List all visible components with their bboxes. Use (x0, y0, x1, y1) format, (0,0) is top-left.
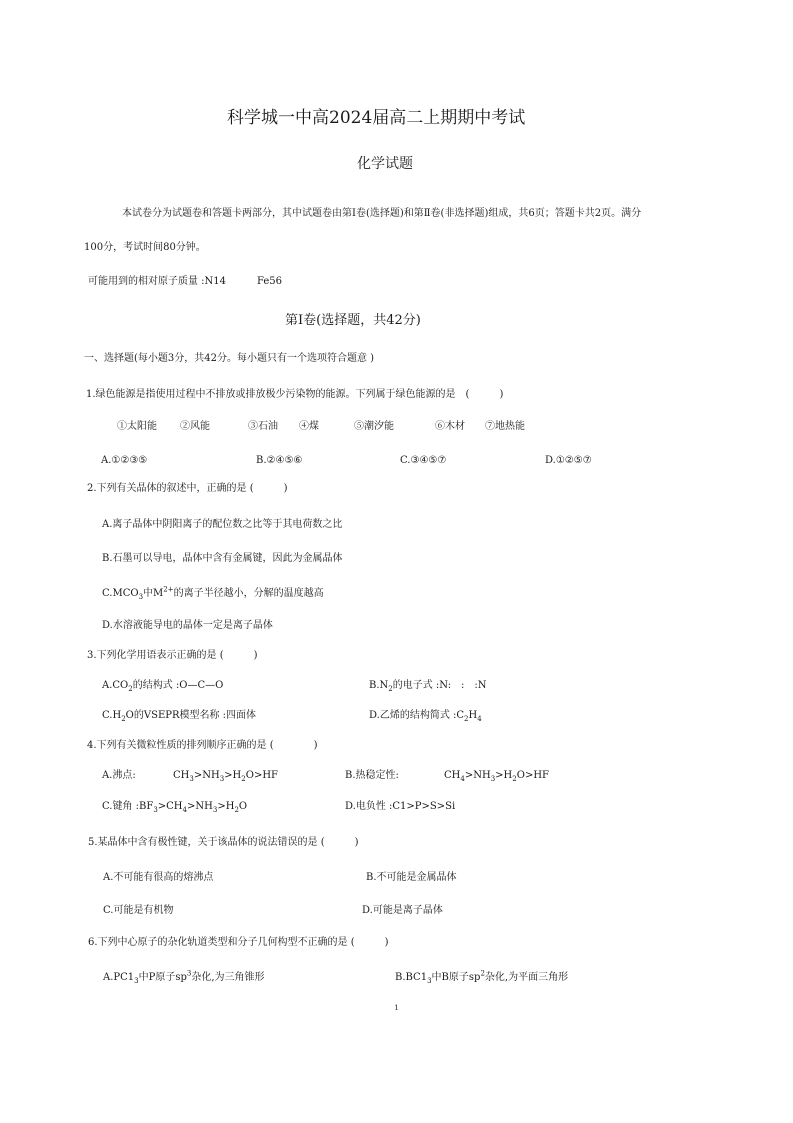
q5-option-b: B.不可能是金属晶体 (366, 872, 457, 883)
q3-option-a: $A.CO_2$的结构式 :O—C—O (102, 680, 224, 693)
atomic-mass-fe: Fe56 (257, 276, 283, 287)
exam-title: 科学城一中高2024届高二上期期中考试 (227, 108, 526, 128)
q4-option-c: C.键角 $:BF_3>CH_4>NH_3>H_2O$ (102, 801, 248, 814)
question-6-stem: 6.下列中心原子的杂化轨道类型和分子几何构型不正确的是 ( ) (88, 937, 389, 948)
q1-item-3: ③石油 (248, 421, 278, 432)
q2-option-b: B.石墨可以导电，晶体中含有金属键，因此为金属晶体 (102, 553, 343, 564)
q2-option-d: D.水溶液能导电的晶体一定是离子晶体 (102, 620, 273, 631)
q2-option-c: $C.MCO_3$中$M^{2+}$的离子半径越小，分解的温度越高 (102, 585, 324, 601)
atomic-mass-label: 可能用到的相对原子质量 :N14 (88, 276, 227, 287)
q1-item-1: ①太阳能 (117, 421, 157, 432)
q3-option-b: $B.N_2$的电子式 :N: : :N (369, 680, 487, 693)
q6-option-b: $B.BC1_3$中B原子$sp^2$杂化,为平面三角形 (395, 969, 569, 985)
q5-option-c: C.可能是有机物 (103, 905, 174, 916)
section-heading: 一、选择题(每小题3分，共42分。每小题只有一个选项符合题意 ) (84, 353, 375, 364)
q4-option-a-value: $CH_3>NH_3>H_2O>HF$ (173, 770, 278, 783)
q1-item-7: ⑦地热能 (485, 421, 525, 432)
q6-option-a: $A.PC1_3$中P原子$sp^3$杂化,为三角锥形 (103, 969, 265, 985)
q5-option-a: A.不可能有很高的熔沸点 (103, 872, 214, 883)
q4-option-d: D.电负性 :C1>P>S>Si (345, 801, 456, 812)
q1-option-a: A.①②③⑤ (101, 455, 148, 466)
q1-item-5: ⑤潮汐能 (354, 421, 394, 432)
q4-option-a-label: A.沸点: (102, 770, 136, 781)
q1-option-d: D.①②⑤⑦ (545, 455, 592, 466)
q3-option-d: D.乙烯的结构简式 $:C_2H_4$ (369, 710, 482, 723)
q4-option-b-label: B.热稳定性: (345, 770, 399, 781)
q2-option-a: A.离子晶体中阴阳离子的配位数之比等于其电荷数之比 (102, 519, 343, 530)
part-title: 第Ⅰ卷(选择题，共42分) (285, 313, 421, 328)
q4-option-b-value: $CH_4>NH_3>H_2O>HF$ (444, 770, 549, 783)
question-5-stem: 5.某晶体中含有极性键，关于该晶体的说法错误的是 ( ) (88, 837, 359, 848)
q5-option-d: D.可能是离子晶体 (362, 905, 443, 916)
page-number: 1 (394, 1004, 399, 1012)
question-1-stem: 1.绿色能源是指使用过程中不排放或排放极少污染物的能源。下列属于绿色能源的是 ( ) (86, 389, 504, 400)
intro-line-1: 本试卷分为试题卷和答题卡两部分，其中试题卷由第Ⅰ卷(选择题)和第Ⅱ卷(非选择题)组成，共6页；答题卡共2页。满分 (122, 208, 642, 219)
q1-item-4: ④煤 (299, 421, 319, 432)
q1-option-b: B.②④⑤⑥ (256, 455, 303, 466)
exam-subtitle: 化学试题 (357, 156, 413, 172)
question-2-stem: 2.下列有关晶体的叙述中，正确的是 ( ) (87, 483, 288, 494)
q3-option-c: $C.H_2O$的VSEPR模型名称 :四面体 (102, 710, 257, 723)
q1-item-6: ⑥木材 (435, 421, 465, 432)
question-3-stem: 3.下列化学用语表示正确的是 ( ) (87, 650, 258, 661)
question-4-stem: 4.下列有关微粒性质的排列顺序正确的是 ( ) (87, 740, 318, 751)
q1-option-c: C.③④⑤⑦ (400, 455, 447, 466)
q1-item-2: ②风能 (180, 421, 210, 432)
intro-line-2: 100分，考试时间80分钟。 (84, 242, 206, 253)
